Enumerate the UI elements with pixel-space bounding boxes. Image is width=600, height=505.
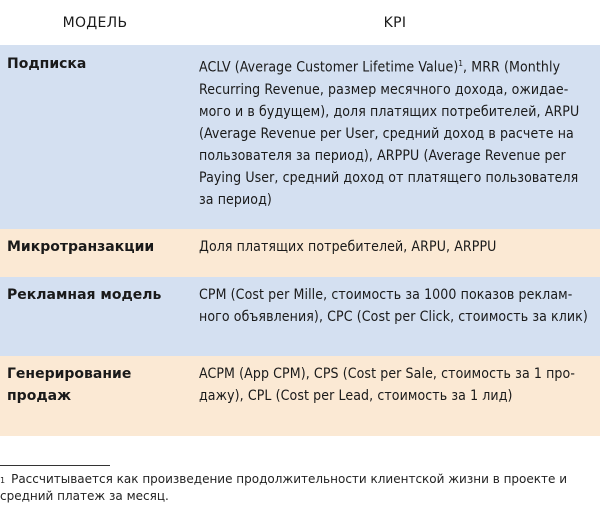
footnote-divider (0, 465, 110, 466)
header-model: МОДЕЛЬ (0, 0, 190, 45)
kpi-cell (190, 45, 600, 229)
kpi-text: ACLV (Average Customer Lifetime Value) (199, 59, 459, 76)
kpi-text-continued: , MRR (Monthly Recurring Revenue, размер месячного дохода, ожидае-мого и в будущем), доля платящих потребителей, ARPU (Average Revenue per User, средний доход в расчете на пользователя за период), ARPPU (Average Revenue per Paying User, средний доход от платящего пользователя за период) (199, 59, 580, 208)
footnote (0, 471, 598, 505)
footnote-marker: 1 (458, 59, 464, 68)
table-row-microtransactions (0, 229, 600, 277)
footnote-mark: 1 (0, 476, 6, 485)
model-cell: Микротранзакции (0, 229, 190, 277)
table-row-subscription (0, 45, 600, 229)
header-kpi: KPI (190, 0, 600, 45)
table-header-row (0, 0, 600, 45)
footnote-text: Рассчитывается как произведение продолжительности клиентской жизни в проекте и средний платеж за месяц. (0, 472, 568, 503)
model-cell: Генерирование продаж (0, 356, 190, 436)
kpi-cell: ACPM (App CPM), CPS (Cost per Sale, стоимость за 1 про-дажу), CPL (Cost per Lead, стоимость за 1 лид) (190, 356, 600, 436)
table-row-advertising (0, 277, 600, 356)
model-cell: Рекламная модель (0, 277, 190, 356)
kpi-cell: Доля платящих потребителей, ARPU, ARPPU (190, 229, 600, 277)
kpi-cell: CPM (Cost per Mille, стоимость за 1000 показов реклам-ного объявления), CPC (Cost per Click, стоимость за клик) (190, 277, 600, 356)
model-cell: Подписка (0, 45, 190, 229)
table-row-sales-generation (0, 356, 600, 436)
